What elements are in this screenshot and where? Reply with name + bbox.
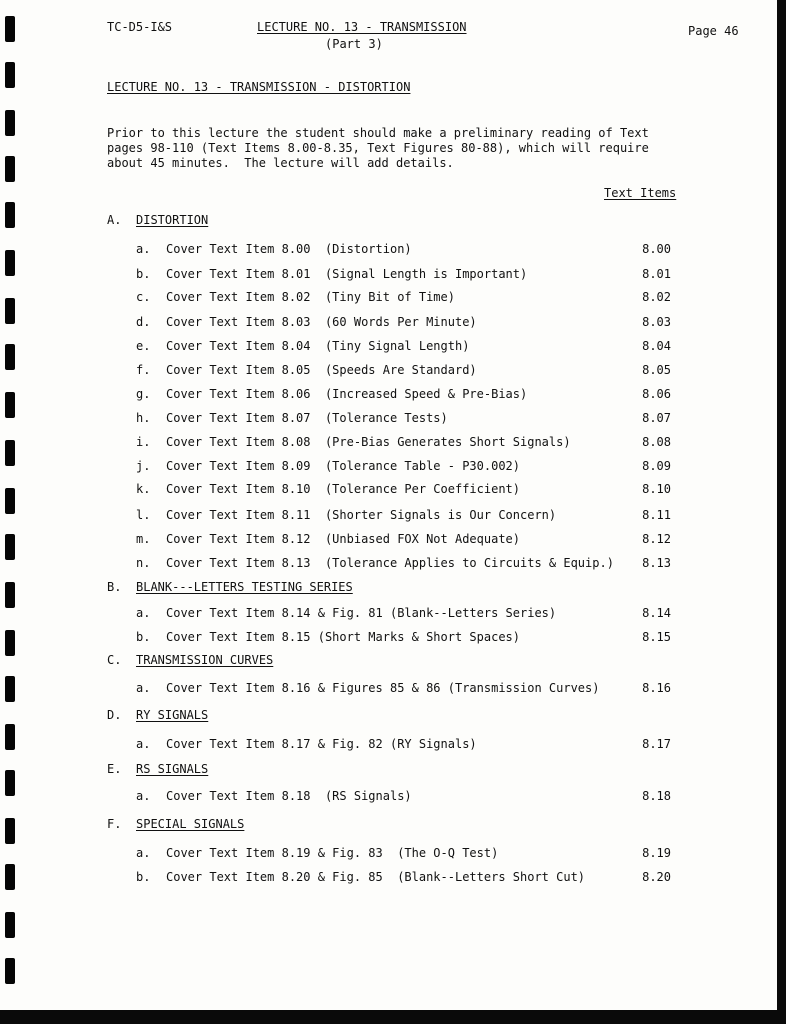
item-letter: j. (136, 459, 151, 473)
text-item-ref: 8.17 (642, 737, 671, 751)
item-letter: d. (136, 315, 151, 329)
punch-hole (5, 16, 15, 42)
item-text: Cover Text Item 8.14 & Fig. 81 (Blank--Letters Series) (166, 606, 557, 620)
text-item-ref: 8.07 (642, 411, 671, 425)
text-item-ref: 8.20 (642, 870, 671, 884)
item-text: Cover Text Item 8.10 (Tolerance Per Coefficient) (166, 482, 521, 496)
item-letter: m. (136, 532, 151, 546)
item-letter: a. (136, 242, 151, 256)
subtitle: LECTURE NO. 13 - TRANSMISSION - DISTORTION (107, 80, 411, 94)
text-item-ref: 8.15 (642, 630, 671, 644)
intro-line: about 45 minutes. The lecture will add details. (107, 156, 454, 170)
doc-code: TC-D5-I&S (107, 20, 173, 34)
punch-hole (5, 202, 15, 228)
item-text: Cover Text Item 8.03 (60 Words Per Minute) (166, 315, 477, 329)
section-letter: C. (107, 653, 122, 667)
page-bottom-edge (0, 1010, 786, 1024)
text-item-ref: 8.02 (642, 290, 671, 304)
punch-hole (5, 62, 15, 88)
item-letter: a. (136, 606, 151, 620)
section-heading: TRANSMISSION CURVES (136, 653, 274, 667)
text-item-ref: 8.05 (642, 363, 671, 377)
item-text: Cover Text Item 8.18 (RS Signals) (166, 789, 412, 803)
text-item-ref: 8.06 (642, 387, 671, 401)
text-item-ref: 8.08 (642, 435, 671, 449)
punch-hole (5, 392, 15, 418)
text-item-ref: 8.04 (642, 339, 671, 353)
text-item-ref: 8.11 (642, 508, 671, 522)
item-text: Cover Text Item 8.02 (Tiny Bit of Time) (166, 290, 455, 304)
item-letter: a. (136, 846, 151, 860)
section-heading: BLANK---LETTERS TESTING SERIES (136, 580, 353, 594)
item-text: Cover Text Item 8.04 (Tiny Signal Length) (166, 339, 470, 353)
text-item-ref: 8.19 (642, 846, 671, 860)
punch-hole (5, 488, 15, 514)
text-item-ref: 8.03 (642, 315, 671, 329)
punch-hole (5, 958, 15, 984)
punch-hole (5, 818, 15, 844)
text-item-ref: 8.18 (642, 789, 671, 803)
item-text: Cover Text Item 8.00 (Distortion) (166, 242, 412, 256)
item-text: Cover Text Item 8.13 (Tolerance Applies to Circuits & Equip.) (166, 556, 614, 570)
text-item-ref: 8.16 (642, 681, 671, 695)
text-item-ref: 8.09 (642, 459, 671, 473)
item-letter: l. (136, 508, 151, 522)
text-item-ref: 8.10 (642, 482, 671, 496)
intro-line: Prior to this lecture the student should make a preliminary reading of Text (107, 126, 649, 140)
item-text: Cover Text Item 8.16 & Figures 85 & 86 (Transmission Curves) (166, 681, 600, 695)
item-letter: n. (136, 556, 151, 570)
section-heading: SPECIAL SIGNALS (136, 817, 245, 831)
item-letter: c. (136, 290, 151, 304)
section-letter: A. (107, 213, 122, 227)
item-letter: b. (136, 267, 151, 281)
punch-hole (5, 630, 15, 656)
page-number: Page 46 (688, 24, 739, 38)
punch-hole (5, 250, 15, 276)
text-items-column-header: Text Items (604, 186, 677, 200)
section-letter: D. (107, 708, 122, 722)
text-item-ref: 8.14 (642, 606, 671, 620)
item-letter: b. (136, 630, 151, 644)
item-letter: k. (136, 482, 151, 496)
punch-hole (5, 156, 15, 182)
item-letter: a. (136, 789, 151, 803)
item-text: Cover Text Item 8.11 (Shorter Signals is Our Concern) (166, 508, 557, 522)
item-letter: e. (136, 339, 151, 353)
item-text: Cover Text Item 8.19 & Fig. 83 (The O-Q Test) (166, 846, 499, 860)
item-letter: b. (136, 870, 151, 884)
punch-hole (5, 912, 15, 938)
item-letter: i. (136, 435, 151, 449)
punch-hole (5, 676, 15, 702)
section-heading: RY SIGNALS (136, 708, 209, 722)
section-heading: RS SIGNALS (136, 762, 209, 776)
text-item-ref: 8.13 (642, 556, 671, 570)
item-text: Cover Text Item 8.06 (Increased Speed & Pre-Bias) (166, 387, 528, 401)
item-text: Cover Text Item 8.15 (Short Marks & Short Spaces) (166, 630, 521, 644)
item-text: Cover Text Item 8.20 & Fig. 85 (Blank--Letters Short Cut) (166, 870, 586, 884)
punch-hole (5, 110, 15, 136)
item-text: Cover Text Item 8.17 & Fig. 82 (RY Signals) (166, 737, 477, 751)
text-item-ref: 8.00 (642, 242, 671, 256)
punch-hole (5, 440, 15, 466)
item-text: Cover Text Item 8.01 (Signal Length is Important) (166, 267, 528, 281)
punch-hole (5, 534, 15, 560)
item-letter: a. (136, 681, 151, 695)
intro-line: pages 98-110 (Text Items 8.00-8.35, Text Figures 80-88), which will require (107, 141, 649, 155)
item-text: Cover Text Item 8.07 (Tolerance Tests) (166, 411, 448, 425)
section-heading: DISTORTION (136, 213, 209, 227)
punch-hole (5, 298, 15, 324)
item-letter: h. (136, 411, 151, 425)
punch-hole (5, 582, 15, 608)
punch-hole (5, 344, 15, 370)
punch-hole (5, 724, 15, 750)
item-text: Cover Text Item 8.08 (Pre-Bias Generates Short Signals) (166, 435, 571, 449)
item-text: Cover Text Item 8.05 (Speeds Are Standard) (166, 363, 477, 377)
lecture-title: LECTURE NO. 13 - TRANSMISSION (257, 20, 467, 34)
section-letter: E. (107, 762, 122, 776)
item-letter: f. (136, 363, 151, 377)
section-letter: F. (107, 817, 122, 831)
punch-hole (5, 770, 15, 796)
item-text: Cover Text Item 8.12 (Unbiased FOX Not Adequate) (166, 532, 521, 546)
text-item-ref: 8.12 (642, 532, 671, 546)
section-letter: B. (107, 580, 122, 594)
part-label: (Part 3) (325, 37, 383, 51)
punch-hole (5, 864, 15, 890)
item-text: Cover Text Item 8.09 (Tolerance Table - P30.002) (166, 459, 521, 473)
page-right-edge (777, 0, 786, 1024)
item-letter: g. (136, 387, 151, 401)
text-item-ref: 8.01 (642, 267, 671, 281)
item-letter: a. (136, 737, 151, 751)
